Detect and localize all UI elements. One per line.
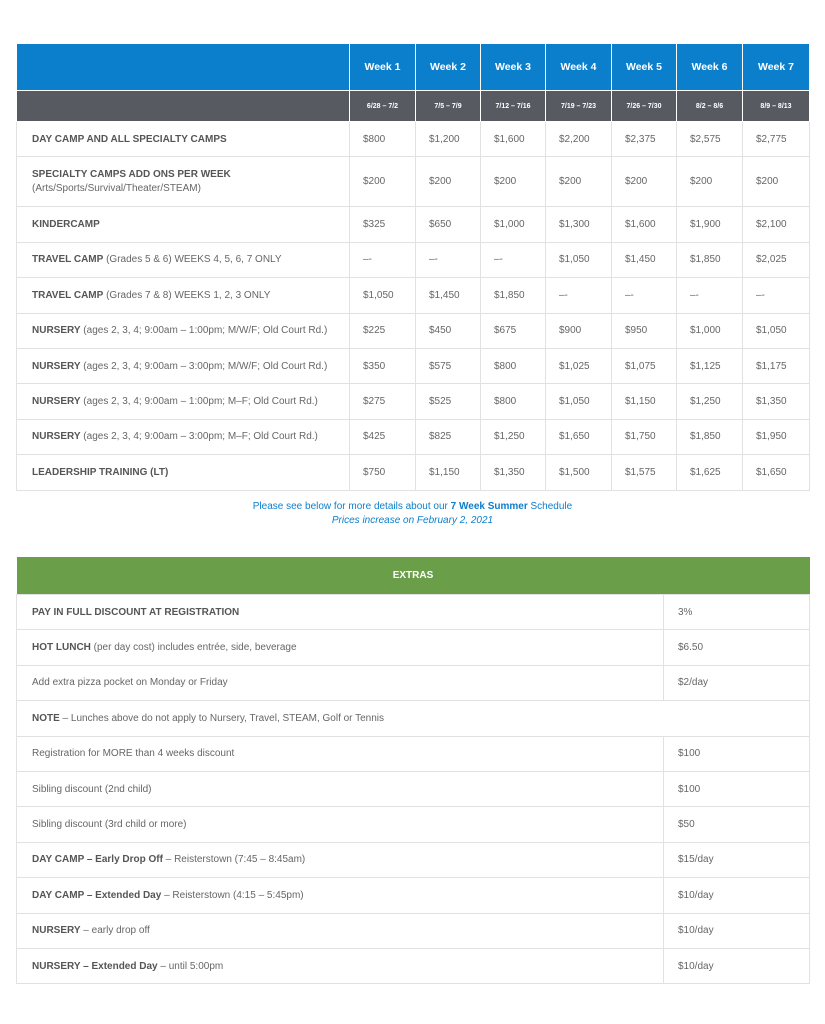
extra-value: 3%	[664, 595, 810, 630]
pricing-row	[17, 348, 810, 383]
week-5-dates: 7/26 – 7/30	[612, 91, 677, 122]
extra-value: $15/day	[664, 842, 810, 877]
week-5-price: $1,575	[612, 455, 677, 490]
camp-label	[17, 419, 350, 454]
week-7-price: $1,050	[743, 313, 810, 348]
week-6-dates: 8/2 – 8/6	[677, 91, 743, 122]
week-5-header: Week 5	[612, 44, 677, 91]
week-3-price: $675	[481, 313, 546, 348]
camp-label	[17, 157, 350, 207]
camp-name: LEADERSHIP TRAINING (LT)	[32, 466, 169, 478]
extra-label	[17, 948, 664, 983]
week-7-price: $2,775	[743, 122, 810, 157]
camp-label	[17, 455, 350, 490]
extra-label	[17, 913, 664, 948]
week-1-price: $425	[350, 419, 416, 454]
extra-value: $100	[664, 771, 810, 806]
week-5-price: $1,450	[612, 242, 677, 277]
camp-name: SPECIALTY CAMPS ADD ONS PER WEEK	[32, 169, 231, 181]
date-range-row	[17, 91, 810, 122]
week-2-price: $525	[416, 384, 481, 419]
week-1-header: Week 1	[350, 44, 416, 91]
week-2-dates: 7/5 – 7/9	[416, 91, 481, 122]
camp-label	[17, 242, 350, 277]
camp-name: TRAVEL CAMP	[32, 254, 104, 266]
week-3-price: $1,250	[481, 419, 546, 454]
week-7-price: –-	[743, 278, 810, 313]
week-2-price: $650	[416, 207, 481, 242]
camp-subtitle: (Arts/Sports/Survival/Theater/STEAM)	[32, 183, 201, 195]
extra-detail: Sibling discount (3rd child or more)	[32, 819, 187, 831]
camp-detail: (ages 2, 3, 4; 9:00am – 3:00pm; M–F; Old Court Rd.)	[80, 431, 318, 443]
week-2-header: Week 2	[416, 44, 481, 91]
week-5-price: $1,750	[612, 419, 677, 454]
week-2-price: $1,200	[416, 122, 481, 157]
pricing-row	[17, 278, 810, 313]
week-7-price: $2,025	[743, 242, 810, 277]
week-1-price: $350	[350, 348, 416, 383]
week-2-price: $575	[416, 348, 481, 383]
extras-header-row	[17, 557, 810, 595]
extra-label	[17, 842, 664, 877]
extras-row	[17, 913, 810, 948]
week-3-dates: 7/12 – 7/16	[481, 91, 546, 122]
extra-detail: Add extra pizza pocket on Monday or Friday	[32, 677, 228, 689]
week-3-price: $1,350	[481, 455, 546, 490]
extras-row	[17, 878, 810, 913]
week-4-price: $1,050	[546, 384, 612, 419]
pricing-row	[17, 157, 810, 207]
extra-label	[17, 878, 664, 913]
week-header-row	[17, 44, 810, 91]
camp-name: KINDERCAMP	[32, 219, 100, 231]
camp-label	[17, 207, 350, 242]
week-4-price: $1,300	[546, 207, 612, 242]
camp-detail: (Grades 5 & 6) WEEKS 4, 5, 6, 7 ONLY	[103, 254, 282, 266]
week-3-price: $1,850	[481, 278, 546, 313]
camp-label	[17, 122, 350, 157]
extras-row	[17, 948, 810, 983]
extra-value: $10/day	[664, 878, 810, 913]
camp-label	[17, 384, 350, 419]
pricing-row	[17, 384, 810, 419]
extra-label	[17, 807, 664, 842]
camp-name: TRAVEL CAMP	[32, 289, 104, 301]
week-5-price: $1,600	[612, 207, 677, 242]
pricing-body	[17, 122, 810, 491]
extras-row	[17, 842, 810, 877]
extra-value: $2/day	[664, 665, 810, 700]
camp-name: NURSERY	[32, 325, 81, 337]
week-5-price: $2,375	[612, 122, 677, 157]
extras-row	[17, 736, 810, 771]
extra-detail: – early drop off	[80, 925, 150, 937]
week-3-header: Week 3	[481, 44, 546, 91]
extra-label	[17, 701, 810, 736]
pricing-row	[17, 455, 810, 490]
schedule-note	[16, 500, 809, 528]
pricing-row	[17, 122, 810, 157]
extra-label	[17, 771, 664, 806]
week-1-price: $225	[350, 313, 416, 348]
week-6-price: $1,625	[677, 455, 743, 490]
week-2-price: –-	[416, 242, 481, 277]
week-6-header: Week 6	[677, 44, 743, 91]
extras-row	[17, 665, 810, 700]
week-1-price: $1,050	[350, 278, 416, 313]
extra-label	[17, 665, 664, 700]
camp-name: NURSERY	[32, 360, 81, 372]
week-1-price: –-	[350, 242, 416, 277]
camp-label	[17, 278, 350, 313]
extra-value: $10/day	[664, 948, 810, 983]
extra-name: NURSERY – Extended Day	[32, 960, 158, 972]
pricing-row	[17, 419, 810, 454]
week-4-price: $1,500	[546, 455, 612, 490]
week-1-price: $200	[350, 157, 416, 207]
week-4-header: Week 4	[546, 44, 612, 91]
extra-name: DAY CAMP – Early Drop Off	[32, 854, 163, 866]
week-2-price: $1,450	[416, 278, 481, 313]
week-3-price: $800	[481, 384, 546, 419]
camp-label	[17, 348, 350, 383]
extra-detail: – Reisterstown (4:15 – 5:45pm)	[161, 889, 304, 901]
week-7-price: $1,650	[743, 455, 810, 490]
extras-row	[17, 630, 810, 665]
week-3-price: $1,600	[481, 122, 546, 157]
camp-detail: (ages 2, 3, 4; 9:00am – 1:00pm; M–F; Old Court Rd.)	[80, 396, 318, 408]
week-5-price: $200	[612, 157, 677, 207]
week-6-price: $1,125	[677, 348, 743, 383]
extras-body	[17, 595, 810, 984]
week-7-price: $1,350	[743, 384, 810, 419]
note-text-pre: Please see below for more details about our	[252, 501, 451, 512]
extra-name: HOT LUNCH	[32, 642, 91, 654]
week-5-price: $1,075	[612, 348, 677, 383]
pricing-row	[17, 242, 810, 277]
note-text-strong: 7 Week Summer	[450, 501, 528, 512]
week-7-price: $1,175	[743, 348, 810, 383]
week-4-price: $2,200	[546, 122, 612, 157]
extra-value: $50	[664, 807, 810, 842]
week-1-price: $275	[350, 384, 416, 419]
week-2-price: $200	[416, 157, 481, 207]
week-4-price: –-	[546, 278, 612, 313]
week-1-dates: 6/28 – 7/2	[350, 91, 416, 122]
pricing-row	[17, 207, 810, 242]
extra-detail: (per day cost) includes entrée, side, beverage	[90, 642, 297, 654]
extra-name: PAY IN FULL DISCOUNT AT REGISTRATION	[32, 606, 240, 618]
week-4-dates: 7/19 – 7/23	[546, 91, 612, 122]
extra-value: $6.50	[664, 630, 810, 665]
extra-detail: – Lunches above do not apply to Nursery, Travel, STEAM, Golf or Tennis	[59, 712, 385, 724]
week-6-price: $2,575	[677, 122, 743, 157]
week-4-price: $200	[546, 157, 612, 207]
week-2-price: $450	[416, 313, 481, 348]
week-3-price: –-	[481, 242, 546, 277]
camp-label	[17, 313, 350, 348]
extras-header: EXTRAS	[17, 557, 810, 595]
week-5-price: $1,150	[612, 384, 677, 419]
price-increase-note: Prices increase on February 2, 2021	[331, 515, 494, 526]
week-4-price: $900	[546, 313, 612, 348]
extras-row	[17, 595, 810, 630]
extras-row	[17, 701, 810, 736]
extra-detail: Sibling discount (2nd child)	[32, 783, 152, 795]
week-6-price: $1,900	[677, 207, 743, 242]
week-5-price: –-	[612, 278, 677, 313]
week-6-price: $1,250	[677, 384, 743, 419]
week-7-price: $200	[743, 157, 810, 207]
week-1-price: $750	[350, 455, 416, 490]
extra-label	[17, 736, 664, 771]
extra-value: $100	[664, 736, 810, 771]
extra-name: NURSERY	[32, 925, 81, 937]
extras-table	[16, 557, 810, 984]
extra-name: NOTE	[32, 712, 60, 724]
week-4-price: $1,025	[546, 348, 612, 383]
week-6-price: –-	[677, 278, 743, 313]
extras-row	[17, 771, 810, 806]
week-3-price: $800	[481, 348, 546, 383]
extra-name: DAY CAMP – Extended Day	[32, 889, 162, 901]
week-6-price: $1,850	[677, 242, 743, 277]
week-1-price: $800	[350, 122, 416, 157]
week-4-price: $1,050	[546, 242, 612, 277]
extra-detail: – Reisterstown (7:45 – 8:45am)	[162, 854, 306, 866]
week-7-price: $1,950	[743, 419, 810, 454]
camp-name: NURSERY	[32, 396, 81, 408]
week-3-price: $1,000	[481, 207, 546, 242]
camp-detail: (ages 2, 3, 4; 9:00am – 3:00pm; M/W/F; Old Court Rd.)	[80, 360, 328, 372]
camp-name: NURSERY	[32, 431, 81, 443]
extra-detail: – until 5:00pm	[157, 960, 224, 972]
extra-value: $10/day	[664, 913, 810, 948]
week-2-price: $1,150	[416, 455, 481, 490]
week-7-price: $2,100	[743, 207, 810, 242]
camp-detail: (ages 2, 3, 4; 9:00am – 1:00pm; M/W/F; Old Court Rd.)	[80, 325, 328, 337]
extra-detail: Registration for MORE than 4 weeks discount	[32, 748, 235, 760]
week-6-price: $1,000	[677, 313, 743, 348]
header-blank-cell	[17, 44, 350, 91]
pricing-row	[17, 313, 810, 348]
camp-detail: (Grades 7 & 8) WEEKS 1, 2, 3 ONLY	[103, 289, 271, 301]
week-4-price: $1,650	[546, 419, 612, 454]
week-3-price: $200	[481, 157, 546, 207]
week-1-price: $325	[350, 207, 416, 242]
week-7-header: Week 7	[743, 44, 810, 91]
extras-row	[17, 807, 810, 842]
week-2-price: $825	[416, 419, 481, 454]
week-5-price: $950	[612, 313, 677, 348]
extra-label	[17, 630, 664, 665]
week-6-price: $200	[677, 157, 743, 207]
date-blank-cell	[17, 91, 350, 122]
camp-name: DAY CAMP AND ALL SPECIALTY CAMPS	[32, 133, 227, 145]
week-6-price: $1,850	[677, 419, 743, 454]
week-7-dates: 8/9 – 8/13	[743, 91, 810, 122]
pricing-table	[16, 44, 810, 491]
note-text-post: Schedule	[527, 501, 573, 512]
extra-label	[17, 595, 664, 630]
